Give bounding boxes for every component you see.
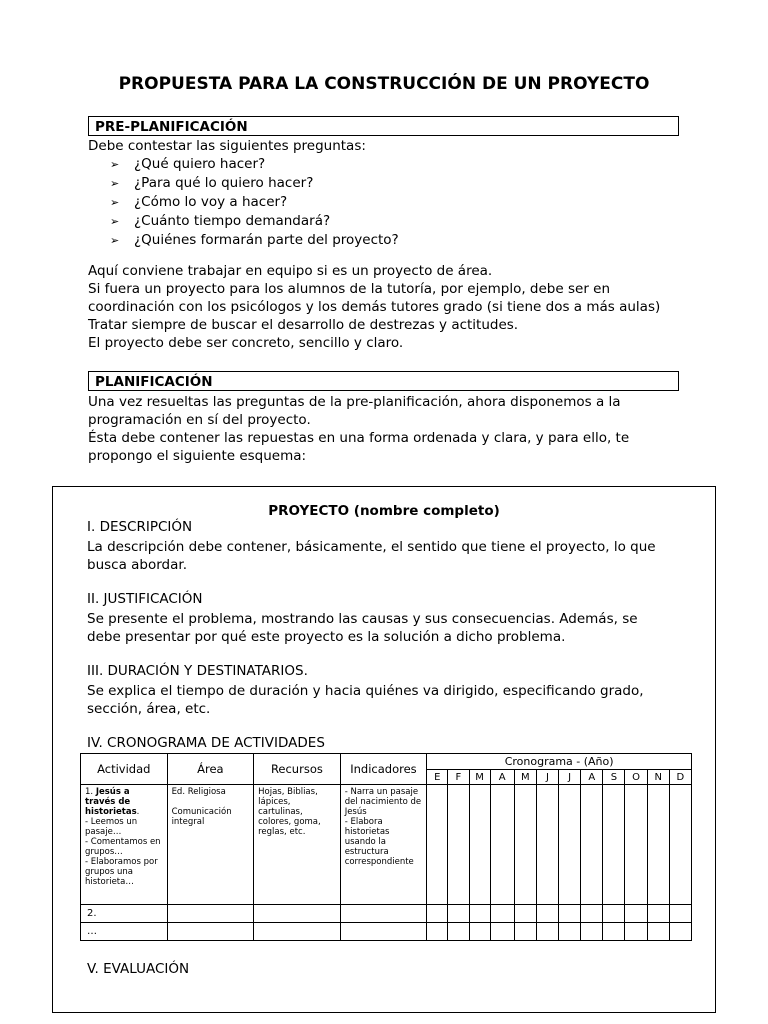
month-cell xyxy=(490,785,514,905)
month-cell xyxy=(514,905,536,923)
list-item: ➢ ¿Cuánto tiempo demandará? xyxy=(110,212,399,231)
section-body-duration xyxy=(87,682,697,718)
indicators-cell xyxy=(340,923,427,941)
resources-cell xyxy=(254,905,341,923)
activity-number: 1. xyxy=(85,787,96,797)
section-heading-justification: II. JUSTIFICACIÓN xyxy=(87,591,203,607)
header-indicators: Indicadores xyxy=(340,754,427,785)
month-header: A xyxy=(581,770,603,785)
month-cell xyxy=(625,785,647,905)
month-header: N xyxy=(647,770,669,785)
activity-steps: . - Leemos un pasaje… - Comentamos en grupos… - Elaboramos por grupos una historieta… xyxy=(85,807,161,887)
table-row xyxy=(81,905,692,923)
month-cell xyxy=(647,905,669,923)
table-row xyxy=(81,923,692,941)
planning-line: Una vez resueltas las preguntas de la pre-planificación, ahora disponemos a la xyxy=(88,394,621,410)
body-line: debe presentar por qué este proyecto es la solución a dicho problema. xyxy=(87,629,566,645)
month-cell xyxy=(514,923,536,941)
month-cell xyxy=(559,905,581,923)
body-line: La descripción debe contener, básicamente, el sentido que tiene el proyecto, lo que xyxy=(87,539,656,555)
planning-heading: PLANIFICACIÓN xyxy=(88,371,679,391)
section-body-justification xyxy=(87,610,697,646)
month-cell xyxy=(603,905,625,923)
pre-planning-heading: PRE-PLANIFICACIÓN xyxy=(88,116,679,136)
list-item: ➢ ¿Cómo lo voy a hacer? xyxy=(110,193,399,212)
pre-planning-notes xyxy=(88,262,660,352)
pre-planning-intro: Debe contestar las siguientes preguntas: xyxy=(88,138,366,154)
activity-schedule-table xyxy=(80,753,692,941)
table-row xyxy=(81,785,692,905)
header-resources: Recursos xyxy=(254,754,341,785)
month-cell xyxy=(625,923,647,941)
header-area: Área xyxy=(167,754,254,785)
note-line: coordinación con los psicólogos y los demás tutores grado (si tiene dos a más aulas) xyxy=(88,299,661,315)
planning-line: propongo el siguiente esquema: xyxy=(88,448,307,464)
body-line: busca abordar. xyxy=(87,557,188,573)
month-cell xyxy=(581,785,603,905)
header-schedule: Cronograma - (Año) xyxy=(427,754,692,770)
note-line: El proyecto debe ser concreto, sencillo y claro. xyxy=(88,335,404,351)
note-line: Aquí conviene trabajar en equipo si es un proyecto de área. xyxy=(88,263,493,279)
section-body-description xyxy=(87,538,697,574)
month-header: D xyxy=(669,770,691,785)
indicators-cell: - Narra un pasaje del nacimiento de Jesús - Elabora historietas usando la estructura correspondiente xyxy=(340,785,427,905)
activity-title: Jesús a través de historietas xyxy=(85,787,137,817)
indicators-cell xyxy=(340,905,427,923)
month-header: O xyxy=(625,770,647,785)
month-cell xyxy=(647,785,669,905)
month-cell xyxy=(427,785,448,905)
month-header: J xyxy=(536,770,558,785)
area-cell: Ed. Religiosa Comunicación integral xyxy=(167,785,254,905)
month-header: E xyxy=(427,770,448,785)
section-heading-schedule: IV. CRONOGRAMA DE ACTIVIDADES xyxy=(87,735,325,751)
header-activity: Actividad xyxy=(81,754,168,785)
month-cell xyxy=(559,923,581,941)
activity-cell xyxy=(81,785,168,905)
area-cell xyxy=(167,923,254,941)
month-cell xyxy=(536,905,558,923)
month-cell xyxy=(469,785,490,905)
planning-text xyxy=(88,393,629,465)
section-heading-description: I. DESCRIPCIÓN xyxy=(87,519,193,535)
activity-cell: 2. xyxy=(81,905,168,923)
document-title: PROPUESTA PARA LA CONSTRUCCIÓN DE UN PROYECTO xyxy=(118,74,650,94)
month-cell xyxy=(469,905,490,923)
month-cell xyxy=(603,785,625,905)
list-item: ➢ ¿Quiénes formarán parte del proyecto? xyxy=(110,231,399,250)
month-cell xyxy=(427,905,448,923)
month-cell xyxy=(536,785,558,905)
month-cell xyxy=(669,923,691,941)
month-cell xyxy=(490,905,514,923)
scheme-title: PROYECTO (nombre completo) xyxy=(268,503,500,519)
planning-line: programación en sí del proyecto. xyxy=(88,412,311,428)
month-cell xyxy=(427,923,448,941)
month-cell xyxy=(669,785,691,905)
month-header: M xyxy=(469,770,490,785)
note-line: Tratar siempre de buscar el desarrollo de destrezas y actitudes. xyxy=(88,317,519,333)
list-item: ➢ ¿Qué quiero hacer? xyxy=(110,155,399,174)
month-header: F xyxy=(448,770,469,785)
month-cell xyxy=(581,923,603,941)
month-cell xyxy=(514,785,536,905)
month-cell xyxy=(448,905,469,923)
section-heading-duration: III. DURACIÓN Y DESTINATARIOS. xyxy=(87,663,308,679)
note-line: Si fuera un proyecto para los alumnos de la tutoría, por ejemplo, debe ser en xyxy=(88,281,611,297)
area-cell xyxy=(167,905,254,923)
month-cell xyxy=(625,905,647,923)
body-line: Se explica el tiempo de duración y hacia quiénes va dirigido, especificando grado, xyxy=(87,683,644,699)
section-heading-evaluation: V. EVALUACIÓN xyxy=(87,961,190,977)
month-cell xyxy=(647,923,669,941)
body-line: Se presente el problema, mostrando las causas y sus consecuencias. Además, se xyxy=(87,611,638,627)
month-cell xyxy=(669,905,691,923)
month-header: M xyxy=(514,770,536,785)
month-cell xyxy=(536,923,558,941)
month-header: J xyxy=(559,770,581,785)
month-cell xyxy=(448,923,469,941)
question-list xyxy=(110,155,399,250)
list-item: ➢ ¿Para qué lo quiero hacer? xyxy=(110,174,399,193)
activity-cell: … xyxy=(81,923,168,941)
month-cell xyxy=(581,905,603,923)
month-cell xyxy=(603,923,625,941)
month-cell xyxy=(448,785,469,905)
month-cell xyxy=(490,923,514,941)
resources-cell xyxy=(254,923,341,941)
month-header: S xyxy=(603,770,625,785)
planning-line: Ésta debe contener las repuestas en una forma ordenada y clara, y para ello, te xyxy=(88,430,630,446)
month-cell xyxy=(469,923,490,941)
body-line: sección, área, etc. xyxy=(87,701,211,717)
month-cell xyxy=(559,785,581,905)
resources-cell: Hojas, Biblias, lápices, cartulinas, colores, goma, reglas, etc. xyxy=(254,785,341,905)
month-header: A xyxy=(490,770,514,785)
